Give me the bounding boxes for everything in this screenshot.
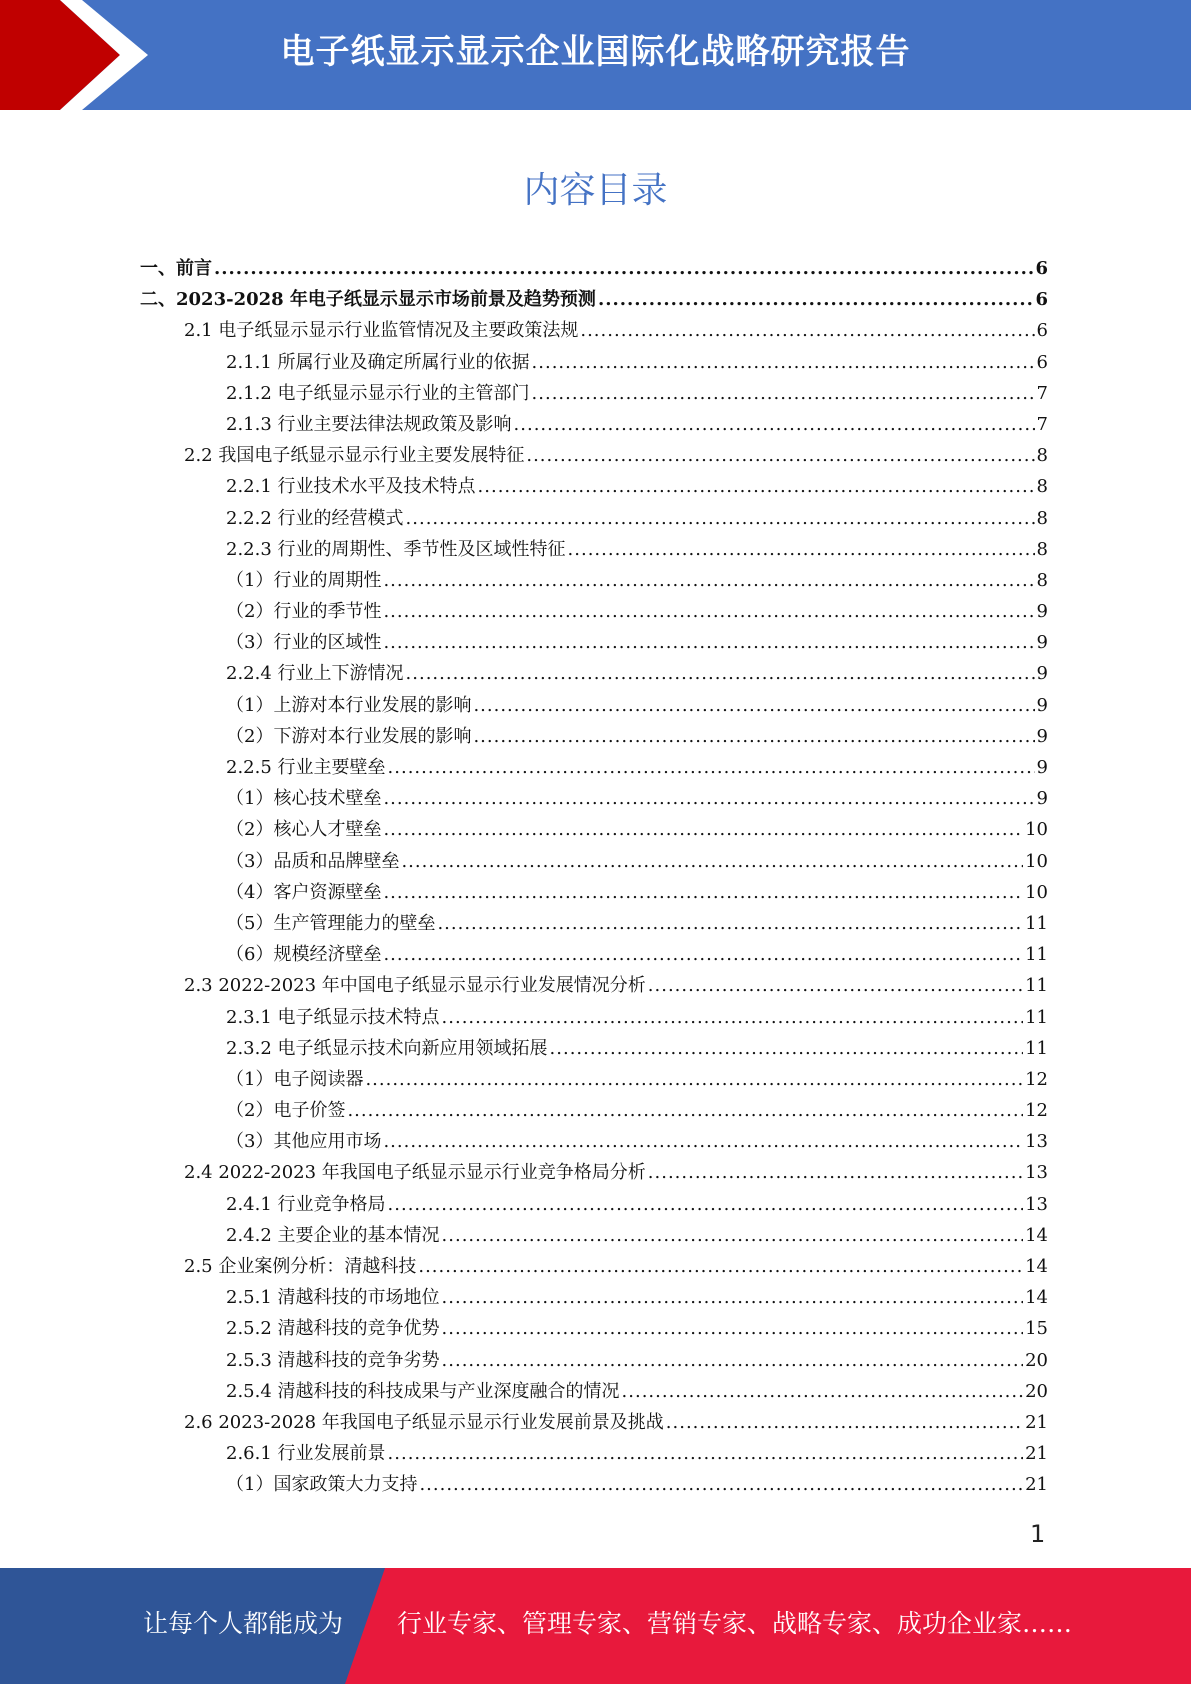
toc-entry[interactable]	[140, 878, 1048, 909]
toc-leader-dots	[473, 695, 1034, 716]
toc-entry-label: 2.3.1 电子纸显示技术特点	[226, 1006, 440, 1028]
toc-entry[interactable]	[140, 909, 1048, 940]
toc-leader-dots	[406, 663, 1035, 684]
toc-entry-label: （3）品质和品牌壁垒	[226, 850, 400, 872]
toc-leader-dots	[442, 1225, 1024, 1246]
toc-entry-page: 21	[1025, 1443, 1048, 1465]
toc-entry-page: 12	[1025, 1100, 1048, 1122]
toc-entry-page: 6	[1035, 289, 1048, 311]
toc-entry-label: 2.5.4 清越科技的科技成果与产业深度融合的情况	[226, 1380, 620, 1402]
toc-entry-label: （1）上游对本行业发展的影响	[226, 694, 472, 716]
toc-entry-page: 6	[1036, 320, 1048, 342]
toc-entry[interactable]	[140, 1283, 1048, 1314]
page-header	[0, 0, 1191, 110]
toc-entry-label: （1）电子阅读器	[226, 1068, 364, 1090]
toc-entry-page: 10	[1025, 819, 1048, 841]
toc-entry-label: （6）规模经济壁垒	[226, 944, 382, 966]
toc-entry-label: （3）行业的区域性	[226, 632, 382, 654]
toc-entry[interactable]	[140, 1065, 1048, 1096]
toc-entry-page: 11	[1025, 1037, 1048, 1059]
report-title: 电子纸显示显示企业国际化战略研究报告	[280, 32, 911, 72]
toc-entry-page: 14	[1025, 1287, 1048, 1309]
toc-leader-dots	[442, 1318, 1024, 1339]
toc-entry-label: 2.1.1 所属行业及确定所属行业的依据	[226, 351, 530, 373]
page-number: 1	[1030, 1520, 1046, 1548]
toc-entry-label: （2）核心人才壁垒	[226, 819, 382, 841]
toc-entry-label: 2.3.2 电子纸显示技术向新应用领域拓展	[226, 1037, 548, 1059]
toc-entry-label: 2.5.1 清越科技的市场地位	[226, 1287, 440, 1309]
toc-entry-page: 21	[1025, 1474, 1048, 1496]
toc-leader-dots	[383, 788, 1034, 809]
toc-entry[interactable]	[140, 441, 1048, 472]
toc-entry-label: 2.2.5 行业主要壁垒	[226, 757, 386, 778]
toc-entry[interactable]	[140, 566, 1048, 597]
toc-entry[interactable]	[140, 597, 1048, 628]
toc-entry-page: 13	[1025, 1162, 1048, 1184]
toc-entry-label: 2.4.2 主要企业的基本情况	[226, 1224, 440, 1246]
toc-leader-dots	[383, 570, 1034, 591]
toc-leader-dots	[550, 1038, 1024, 1059]
toc-leader-dots	[214, 258, 1033, 279]
toc-entry-page: 7	[1036, 413, 1048, 435]
toc-entry[interactable]	[140, 348, 1048, 379]
toc-entry-page: 20	[1025, 1380, 1048, 1402]
toc-entry-label: 2.3 2022-2023 年中国电子纸显示显示行业发展情况分析	[184, 975, 646, 997]
toc-leader-dots	[598, 289, 1034, 310]
toc-entry[interactable]	[140, 1470, 1048, 1501]
toc-entry-label: （1）核心技术壁垒	[226, 788, 382, 810]
toc-entry-label: 2.4.1 行业竞争格局	[226, 1193, 386, 1215]
toc-leader-dots	[383, 819, 1023, 840]
toc-entry-page: 13	[1025, 1193, 1048, 1215]
toc-entry-label: （2）下游对本行业发展的影响	[226, 725, 472, 747]
toc-entry-label: （3）其他应用市场	[226, 1131, 382, 1153]
toc-entry-label: （5）生产管理能力的壁垒	[226, 912, 436, 934]
toc-entry-label: （1）国家政策大力支持	[226, 1474, 418, 1496]
toc-entry-page: 9	[1036, 663, 1048, 685]
toc-entry[interactable]	[140, 410, 1048, 441]
toc-entry-label: 一、前言	[140, 258, 212, 279]
toc-entry[interactable]	[140, 1158, 1048, 1189]
toc-entry[interactable]	[140, 316, 1048, 347]
page-footer	[0, 1568, 1191, 1684]
toc-entry-page: 8	[1036, 476, 1048, 498]
toc-entry[interactable]	[140, 1252, 1048, 1283]
toc-entry-page: 8	[1036, 538, 1048, 560]
toc-entry-page: 8	[1036, 445, 1048, 467]
toc-leader-dots	[648, 1162, 1023, 1183]
toc-entry-label: 2.2.1 行业技术水平及技术特点	[226, 476, 476, 498]
toc-entry-page: 9	[1036, 694, 1048, 716]
toc-leader-dots	[347, 1100, 1023, 1121]
toc-entry-label: 2.2.3 行业的周期性、季节性及区域性特征	[226, 538, 566, 560]
toc-entry-label: （2）电子价签	[226, 1100, 346, 1122]
toc-entry-label: 2.2.4 行业上下游情况	[226, 663, 404, 685]
toc-entry-page: 6	[1035, 258, 1048, 279]
toc-entry[interactable]	[140, 1408, 1048, 1439]
toc-leader-dots	[388, 757, 1035, 778]
toc-leader-dots	[383, 601, 1034, 622]
toc-entry[interactable]	[140, 1127, 1048, 1158]
toc-entry[interactable]	[140, 535, 1048, 566]
toc-entry[interactable]	[140, 722, 1048, 753]
toc-entry[interactable]	[140, 472, 1048, 503]
toc-entry-page: 20	[1025, 1349, 1048, 1371]
toc-entry-page: 21	[1025, 1411, 1048, 1433]
toc-entry[interactable]	[140, 753, 1048, 784]
toc-entry-page: 10	[1025, 850, 1048, 872]
toc-entry-label: 2.1.3 行业主要法律法规政策及影响	[226, 413, 512, 435]
toc-entry-page: 11	[1025, 975, 1048, 997]
toc-entry-page: 15	[1025, 1318, 1048, 1340]
toc-entry-page: 8	[1036, 569, 1048, 591]
toc-entry[interactable]	[140, 1377, 1048, 1408]
toc-entry-label: 2.5 企业案例分析：清越科技	[184, 1256, 417, 1277]
toc-entry-label: 二、2023-2028 年电子纸显示显示市场前景及趋势预测	[140, 289, 596, 311]
toc-entry-label: （4）客户资源壁垒	[226, 881, 382, 903]
toc-entry-label: 2.4 2022-2023 年我国电子纸显示显示行业竞争格局分析	[184, 1162, 646, 1184]
toc-entry[interactable]	[140, 691, 1048, 722]
toc-leader-dots	[406, 508, 1035, 529]
toc-leader-dots	[383, 1131, 1023, 1152]
toc-leader-dots	[388, 1443, 1024, 1464]
toc-leader-dots	[383, 882, 1023, 903]
toc-leader-dots	[383, 632, 1034, 653]
toc-leader-dots	[526, 445, 1034, 466]
toc-leader-dots	[442, 1350, 1024, 1371]
toc-entry-page: 13	[1025, 1131, 1048, 1153]
toc-leader-dots	[532, 352, 1035, 373]
toc-leader-dots	[437, 913, 1023, 934]
toc-entry-label: 2.1.2 电子纸显示显示行业的主管部门	[226, 382, 530, 404]
toc-entry-label: 2.2.2 行业的经营模式	[226, 507, 404, 529]
toc-leader-dots	[666, 1412, 1023, 1433]
toc-leader-dots	[442, 1287, 1024, 1308]
toc-heading: 内容目录	[523, 170, 668, 211]
toc-entry[interactable]	[140, 254, 1048, 285]
toc-entry-page: 9	[1036, 601, 1048, 623]
toc-leader-dots	[388, 1194, 1024, 1215]
toc-leader-dots	[442, 1007, 1024, 1028]
toc-entry[interactable]	[140, 1221, 1048, 1252]
toc-leader-dots	[401, 851, 1023, 872]
toc-entry[interactable]	[140, 1190, 1048, 1221]
toc-entry-label: 2.5.3 清越科技的竞争劣势	[226, 1349, 440, 1371]
toc-entry-label: （2）行业的季节性	[226, 601, 382, 623]
footer-slogan-right: 行业专家、管理专家、营销专家、战略专家、成功企业家……	[397, 1609, 1073, 1638]
toc-entry[interactable]	[140, 784, 1048, 815]
toc-entry[interactable]	[140, 940, 1048, 971]
toc-leader-dots	[648, 975, 1023, 996]
toc-leader-dots	[478, 476, 1035, 497]
toc-entry-page: 11	[1025, 944, 1048, 966]
toc-entry-page: 14	[1025, 1256, 1048, 1277]
toc-entry-label: 2.6 2023-2028 年我国电子纸显示显示行业发展前景及挑战	[184, 1411, 664, 1433]
toc-entry-page: 6	[1036, 351, 1048, 373]
toc-entry-page: 10	[1025, 881, 1048, 903]
toc-leader-dots	[383, 944, 1023, 965]
toc-entry[interactable]	[140, 815, 1048, 846]
toc-leader-dots	[532, 383, 1035, 404]
toc-entry-page: 12	[1025, 1068, 1048, 1090]
toc-entry-page: 9	[1036, 632, 1048, 654]
toc-entry[interactable]	[140, 504, 1048, 535]
toc-entry-page: 8	[1036, 507, 1048, 529]
toc-leader-dots	[514, 414, 1035, 435]
toc-entry[interactable]	[140, 1346, 1048, 1377]
toc-entry[interactable]	[140, 847, 1048, 878]
toc-entry-page: 14	[1025, 1224, 1048, 1246]
toc-leader-dots	[568, 539, 1035, 560]
toc-leader-dots	[365, 1069, 1023, 1090]
table-of-contents	[140, 254, 1048, 1502]
toc-entry[interactable]	[140, 1003, 1048, 1034]
toc-entry-label: 2.2 我国电子纸显示显示行业主要发展特征	[184, 445, 525, 467]
toc-entry[interactable]	[140, 1314, 1048, 1345]
toc-leader-dots	[418, 1256, 1023, 1277]
toc-entry-page: 11	[1025, 912, 1048, 934]
toc-entry[interactable]	[140, 628, 1048, 659]
toc-entry[interactable]	[140, 1034, 1048, 1065]
toc-entry-page: 9	[1036, 788, 1048, 810]
toc-entry[interactable]	[140, 971, 1048, 1002]
toc-entry[interactable]	[140, 659, 1048, 690]
toc-leader-dots	[473, 726, 1034, 747]
toc-entry-label: 2.1 电子纸显示显示行业监管情况及主要政策法规	[184, 320, 579, 342]
toc-entry[interactable]	[140, 379, 1048, 410]
toc-entry-label: 2.5.2 清越科技的竞争优势	[226, 1318, 440, 1340]
toc-leader-dots	[419, 1474, 1023, 1495]
toc-entry-page: 9	[1036, 757, 1048, 778]
toc-entry[interactable]	[140, 1096, 1048, 1127]
toc-entry-page: 11	[1025, 1006, 1048, 1028]
toc-entry[interactable]	[140, 285, 1048, 316]
toc-entry-page: 7	[1036, 382, 1048, 404]
toc-entry-label: （1）行业的周期性	[226, 569, 382, 591]
toc-entry-label: 2.6.1 行业发展前景	[226, 1443, 386, 1465]
toc-leader-dots	[622, 1381, 1024, 1402]
toc-entry-page: 9	[1036, 725, 1048, 747]
footer-slogan-left: 让每个人都能成为	[143, 1609, 344, 1638]
toc-entry[interactable]	[140, 1439, 1048, 1470]
toc-leader-dots	[580, 320, 1034, 341]
